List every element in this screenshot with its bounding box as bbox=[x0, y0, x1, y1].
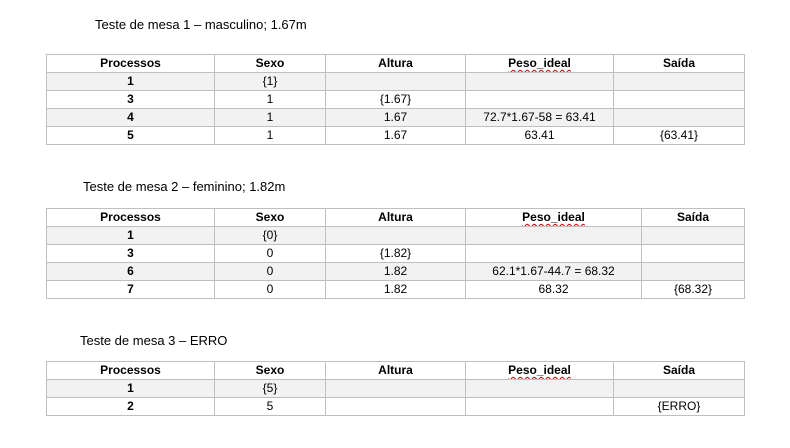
cell-altura: {1.67} bbox=[326, 91, 466, 109]
section-2-caption: Teste de mesa 2 – feminino; 1.82m bbox=[83, 179, 286, 194]
header-sexo: Sexo bbox=[215, 209, 326, 227]
cell-peso-ideal bbox=[466, 380, 614, 398]
cell-saida bbox=[642, 263, 745, 281]
cell-processos: 6 bbox=[47, 263, 215, 281]
cell-sexo: 1 bbox=[215, 127, 326, 145]
header-peso-ideal bbox=[466, 209, 642, 227]
cell-saida: {ERRO} bbox=[614, 398, 745, 416]
table-header-row bbox=[47, 209, 745, 227]
cell-saida bbox=[614, 109, 745, 127]
cell-altura: 1.82 bbox=[326, 263, 466, 281]
cell-sexo: 5 bbox=[215, 398, 326, 416]
header-altura: Altura bbox=[326, 209, 466, 227]
cell-sexo: {5} bbox=[215, 380, 326, 398]
cell-altura: 1.82 bbox=[326, 281, 466, 299]
table-row bbox=[47, 281, 745, 299]
header-saida: Saída bbox=[614, 55, 745, 73]
section-1-caption: Teste de mesa 1 – masculino; 1.67m bbox=[95, 17, 307, 32]
cell-peso-ideal bbox=[466, 227, 642, 245]
table-header-row bbox=[47, 55, 745, 73]
cell-altura bbox=[326, 398, 466, 416]
spellcheck-underline-text: Peso_ideal bbox=[508, 363, 571, 377]
cell-altura: 1.67 bbox=[326, 109, 466, 127]
header-altura: Altura bbox=[326, 55, 466, 73]
cell-sexo: {0} bbox=[215, 227, 326, 245]
cell-altura bbox=[326, 73, 466, 91]
cell-peso-ideal: 63.41 bbox=[466, 127, 614, 145]
cell-saida bbox=[614, 380, 745, 398]
cell-sexo: 1 bbox=[215, 109, 326, 127]
header-altura: Altura bbox=[326, 362, 466, 380]
cell-peso-ideal bbox=[466, 91, 614, 109]
cell-processos: 1 bbox=[47, 227, 215, 245]
table-row bbox=[47, 263, 745, 281]
section-3-caption: Teste de mesa 3 – ERRO bbox=[80, 333, 228, 348]
cell-peso-ideal bbox=[466, 398, 614, 416]
table-row bbox=[47, 380, 745, 398]
cell-processos: 1 bbox=[47, 380, 215, 398]
cell-saida: {63.41} bbox=[614, 127, 745, 145]
cell-sexo: 0 bbox=[215, 263, 326, 281]
cell-altura bbox=[326, 380, 466, 398]
header-sexo: Sexo bbox=[215, 55, 326, 73]
table-row bbox=[47, 91, 745, 109]
cell-saida bbox=[642, 227, 745, 245]
cell-peso-ideal: 72.7*1.67-58 = 63.41 bbox=[466, 109, 614, 127]
header-sexo: Sexo bbox=[215, 362, 326, 380]
cell-peso-ideal bbox=[466, 73, 614, 91]
table-row bbox=[47, 227, 745, 245]
cell-processos: 7 bbox=[47, 281, 215, 299]
spellcheck-underline-text: Peso_ideal bbox=[508, 56, 571, 70]
table-teste-mesa-1 bbox=[46, 54, 745, 145]
cell-sexo: 0 bbox=[215, 245, 326, 263]
table-row bbox=[47, 245, 745, 263]
table-header-row bbox=[47, 362, 745, 380]
header-saida: Saída bbox=[642, 209, 745, 227]
header-saida: Saída bbox=[614, 362, 745, 380]
cell-altura: {1.82} bbox=[326, 245, 466, 263]
table-teste-mesa-3 bbox=[46, 361, 745, 416]
spellcheck-underline-text: Peso_ideal bbox=[522, 210, 585, 224]
cell-saida bbox=[642, 245, 745, 263]
cell-processos: 5 bbox=[47, 127, 215, 145]
header-processos: Processos bbox=[47, 55, 215, 73]
cell-sexo: 0 bbox=[215, 281, 326, 299]
cell-sexo: {1} bbox=[215, 73, 326, 91]
cell-saida: {68.32} bbox=[642, 281, 745, 299]
cell-sexo: 1 bbox=[215, 91, 326, 109]
table-row bbox=[47, 109, 745, 127]
cell-processos: 1 bbox=[47, 73, 215, 91]
cell-peso-ideal: 62.1*1.67-44.7 = 68.32 bbox=[466, 263, 642, 281]
cell-saida bbox=[614, 91, 745, 109]
cell-processos: 4 bbox=[47, 109, 215, 127]
table-teste-mesa-2 bbox=[46, 208, 745, 299]
table-row bbox=[47, 398, 745, 416]
cell-processos: 3 bbox=[47, 245, 215, 263]
header-processos: Processos bbox=[47, 362, 215, 380]
cell-peso-ideal: 68.32 bbox=[466, 281, 642, 299]
cell-altura bbox=[326, 227, 466, 245]
cell-peso-ideal bbox=[466, 245, 642, 263]
header-processos: Processos bbox=[47, 209, 215, 227]
table-row bbox=[47, 127, 745, 145]
header-peso-ideal bbox=[466, 362, 614, 380]
header-peso-ideal bbox=[466, 55, 614, 73]
cell-processos: 3 bbox=[47, 91, 215, 109]
cell-saida bbox=[614, 73, 745, 91]
cell-processos: 2 bbox=[47, 398, 215, 416]
cell-altura: 1.67 bbox=[326, 127, 466, 145]
table-row bbox=[47, 73, 745, 91]
